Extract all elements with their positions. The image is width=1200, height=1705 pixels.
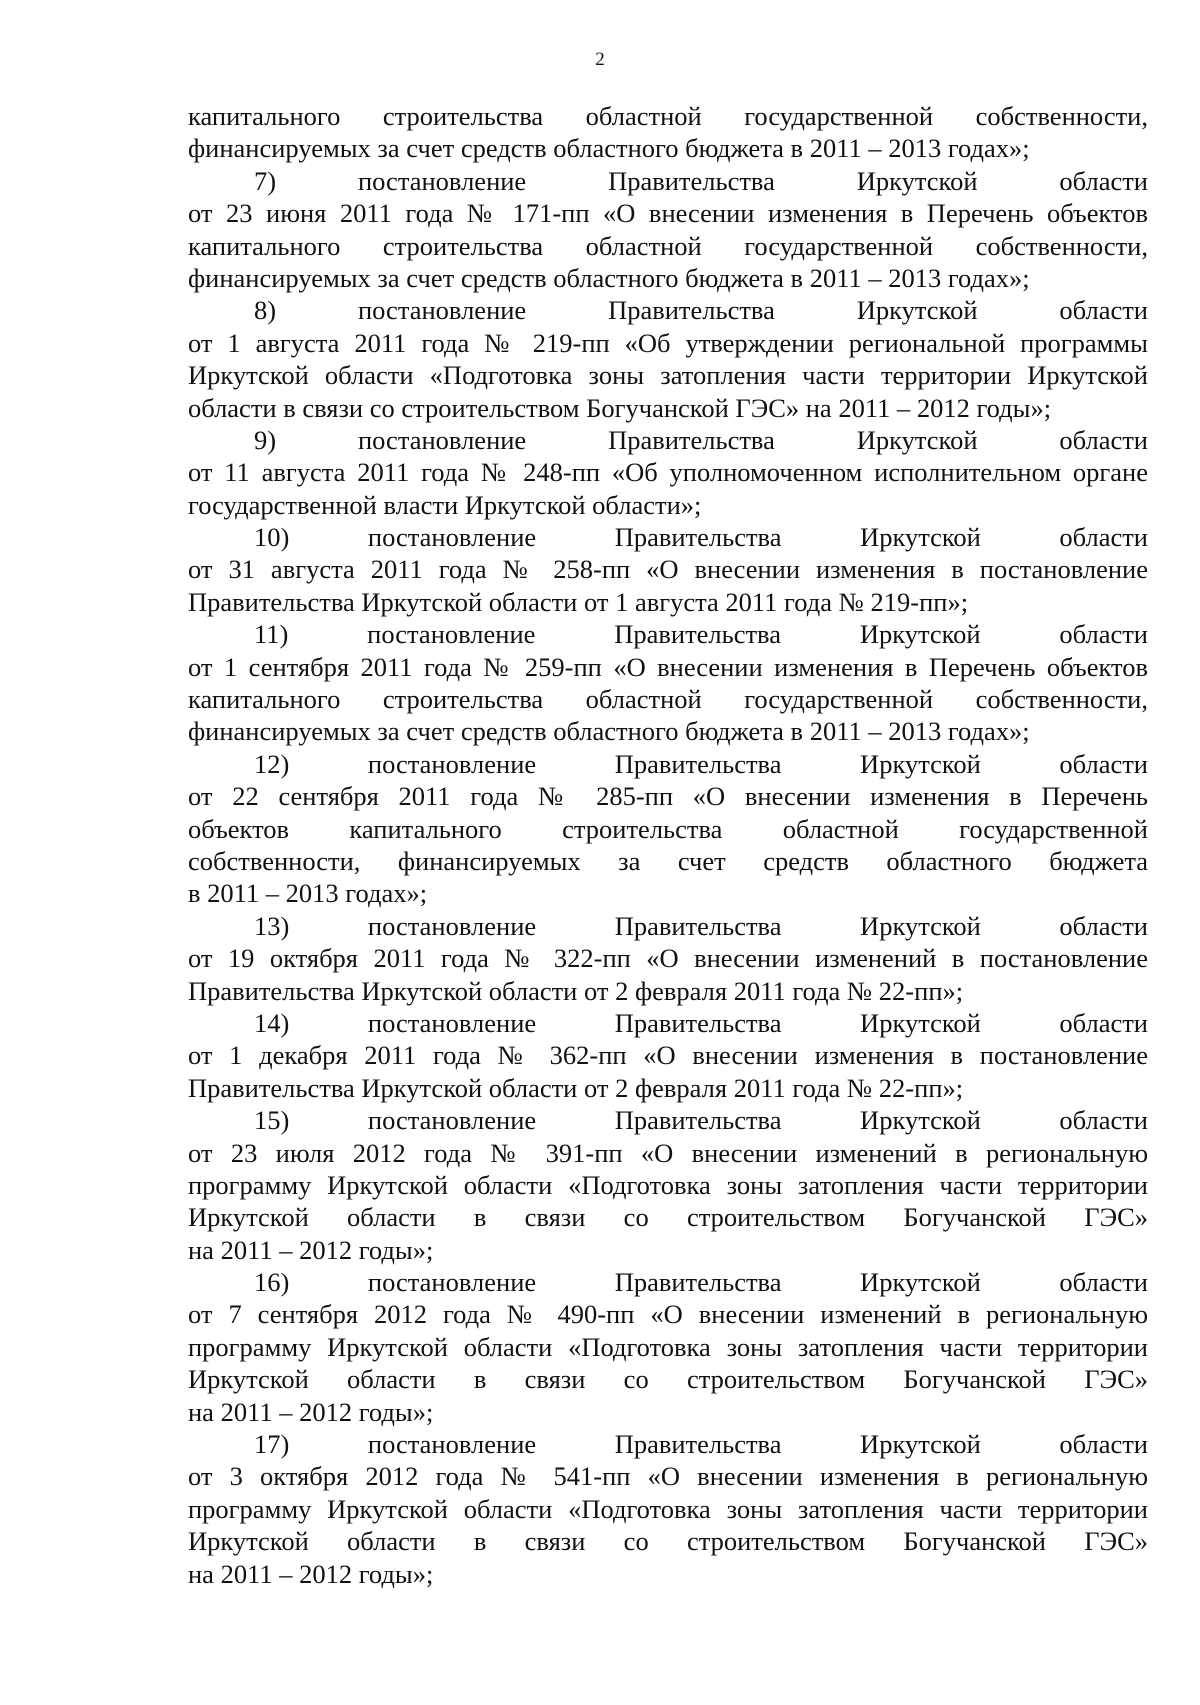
text-line: в 2011 – 2013 годах»; [188,878,428,909]
text-line: 13) постановление Правительства Иркутской области [254,910,1148,941]
text-line: 15) постановление Правительства Иркутской области [254,1105,1148,1136]
text-line: 17) постановление Правительства Иркутской области [254,1429,1148,1460]
text-line: капитального строительства областной государственной собственности, [188,684,1148,715]
text-line: 12) постановление Правительства Иркутской области [254,748,1148,779]
text-line: от 31 августа 2011 года № 258-пп «О внесении изменения в постановление [188,554,1148,585]
text-line: государственной власти Иркутской области»; [188,489,702,520]
text-line: от 23 июня 2011 года № 171-пп «О внесении изменения в Перечень объектов [188,198,1148,229]
text-line: Правительства Иркутской области от 2 февраля 2011 года № 22-пп»; [188,1072,964,1103]
text-line: программу Иркутской области «Подготовка зоны затопления части территории [188,1493,1148,1524]
text-line: Правительства Иркутской области от 2 февраля 2011 года № 22-пп»; [188,975,964,1006]
text-line: 11) постановление Правительства Иркутской области [254,619,1148,650]
text-line: финансируемых за счет средств областного бюджета в 2011 – 2013 годах»; [188,262,1030,293]
text-line: от 1 сентября 2011 года № 259-пп «О внесении изменения в Перечень объектов [188,651,1148,682]
text-line: программу Иркутской области «Подготовка зоны затопления части территории [188,1331,1148,1362]
text-line: на 2011 – 2012 годы»; [188,1234,434,1265]
page-number: 2 [595,49,605,70]
text-line: объектов капитального строительства областной государственной [188,813,1148,844]
text-line: 8) постановление Правительства Иркутской области [254,295,1148,326]
text-line: Правительства Иркутской области от 1 августа 2011 года № 219-пп»; [188,586,969,617]
text-line: от 19 октября 2011 года № 322-пп «О внесении изменений в постановление [188,943,1148,974]
text-line: Иркутской области «Подготовка зоны затопления части территории Иркутской [188,360,1148,391]
text-line: области в связи со строительством Богучанской ГЭС» на 2011 – 2012 годы»; [188,392,1052,423]
text-line: финансируемых за счет средств областного бюджета в 2011 – 2013 годах»; [188,133,1030,164]
text-line: от 11 августа 2011 года № 248-пп «Об уполномоченном исполнительном органе [188,457,1148,488]
text-line: Иркутской области в связи со строительством Богучанской ГЭС» [188,1526,1148,1557]
text-line: от 1 декабря 2011 года № 362-пп «О внесении изменения в постановление [188,1040,1148,1071]
text-line: на 2011 – 2012 годы»; [188,1558,434,1589]
text-line: 9) постановление Правительства Иркутской области [254,424,1148,455]
text-line: Иркутской области в связи со строительством Богучанской ГЭС» [188,1364,1148,1395]
document-body [188,100,1148,1590]
text-line: от 23 июля 2012 года № 391-пп «О внесении изменений в региональную [188,1137,1148,1168]
text-line: от 1 августа 2011 года № 219-пп «Об утверждении региональной программы [188,327,1148,358]
text-line: капитального строительства областной государственной собственности, [188,101,1148,131]
text-line: от 3 октября 2012 года № 541-пп «О внесении изменения в региональную [188,1461,1148,1492]
text-line: капитального строительства областной государственной собственности, [188,230,1148,261]
text-line: от 22 сентября 2011 года № 285-пп «О внесении изменения в Перечень [188,781,1148,812]
text-line: 14) постановление Правительства Иркутской области [254,1007,1148,1038]
text-line: на 2011 – 2012 годы»; [188,1396,434,1427]
text-line: 10) постановление Правительства Иркутской области [254,522,1148,553]
text-line: от 7 сентября 2012 года № 490-пп «О внесении изменений в региональную [188,1299,1148,1330]
text-line: Иркутской области в связи со строительством Богучанской ГЭС» [188,1202,1148,1233]
text-line: программу Иркутской области «Подготовка зоны затопления части территории [188,1169,1148,1200]
text-line: финансируемых за счет средств областного бюджета в 2011 – 2013 годах»; [188,716,1030,747]
text-line: 16) постановление Правительства Иркутской области [254,1267,1148,1298]
text-line: 7) постановление Правительства Иркутской области [254,165,1148,196]
text-line: собственности, финансируемых за счет средств областного бюджета [188,845,1148,876]
